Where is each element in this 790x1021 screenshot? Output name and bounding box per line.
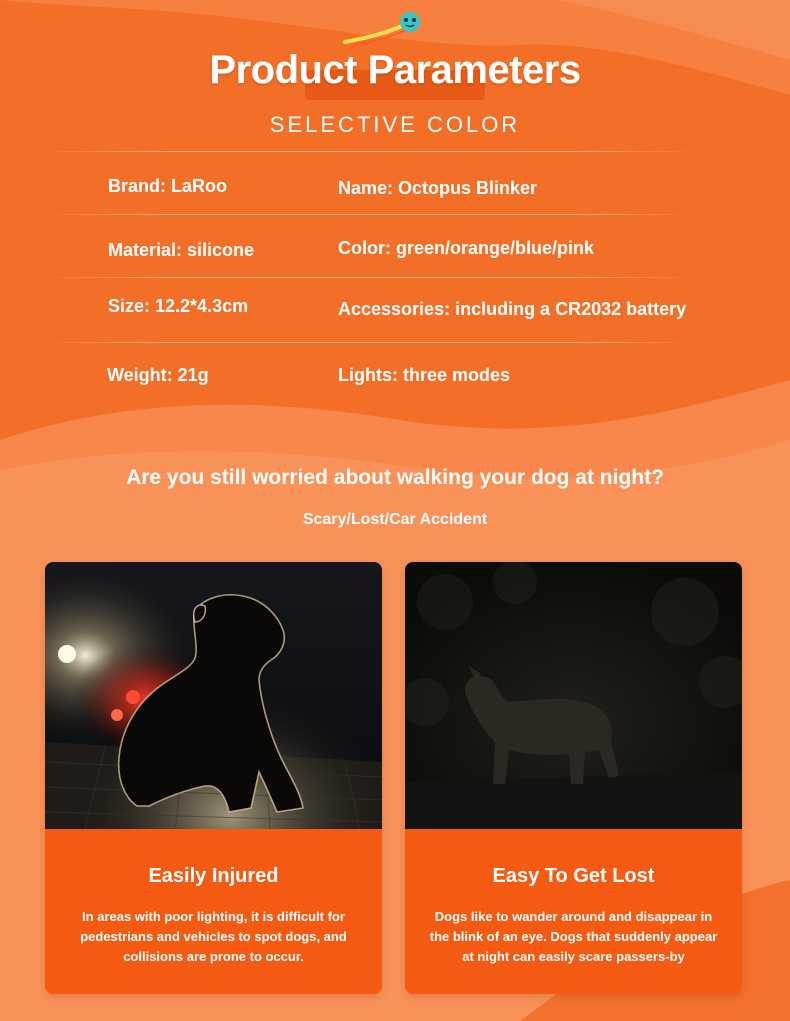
spec-divider bbox=[45, 342, 695, 343]
silhouette-dog-street-night-photo bbox=[45, 562, 382, 829]
spec-divider bbox=[45, 277, 695, 278]
spec-color: Color: green/orange/blue/pink bbox=[338, 238, 595, 258]
card-easily-injured bbox=[45, 562, 382, 994]
spec-accessories: Accessories: including a CR2032 battery bbox=[338, 299, 687, 319]
spec-brand: Brand: LaRoo bbox=[108, 176, 227, 196]
card-easy-to-get-lost bbox=[405, 562, 742, 994]
page-title: Product Parameters bbox=[209, 48, 581, 92]
dark-dog-night-photo bbox=[405, 562, 742, 829]
spec-name: Name: Octopus Blinker bbox=[338, 178, 538, 198]
page-subtitle: SELECTIVE COLOR bbox=[269, 112, 521, 137]
card-title: Easily Injured bbox=[148, 865, 279, 887]
card-title: Easy To Get Lost bbox=[492, 865, 655, 887]
spec-material: Material: silicone bbox=[108, 240, 255, 260]
card-body bbox=[45, 829, 382, 994]
spec-weight: Weight: 21g bbox=[107, 365, 209, 385]
spec-divider bbox=[45, 214, 695, 215]
shooting-star-mascot-icon bbox=[340, 8, 430, 48]
spec-divider bbox=[45, 151, 695, 152]
night-walk-question: Are you still worried about walking your dog at night? bbox=[126, 466, 664, 489]
card-description: Dogs like to wander around and disappear in the blink of an eye. Dogs that suddenly appear at night can easily scare passers-by bbox=[429, 909, 718, 964]
spec-size: Size: 12.2*4.3cm bbox=[108, 296, 249, 316]
card-description: In areas with poor lighting, it is difficult for pedestrians and vehicles to spot dogs, and collisions are prone to occur. bbox=[80, 909, 347, 964]
night-walk-reasons: Scary/Lost/Car Accident bbox=[302, 511, 488, 528]
card-body bbox=[405, 829, 742, 994]
spec-lights: Lights: three modes bbox=[338, 365, 511, 385]
